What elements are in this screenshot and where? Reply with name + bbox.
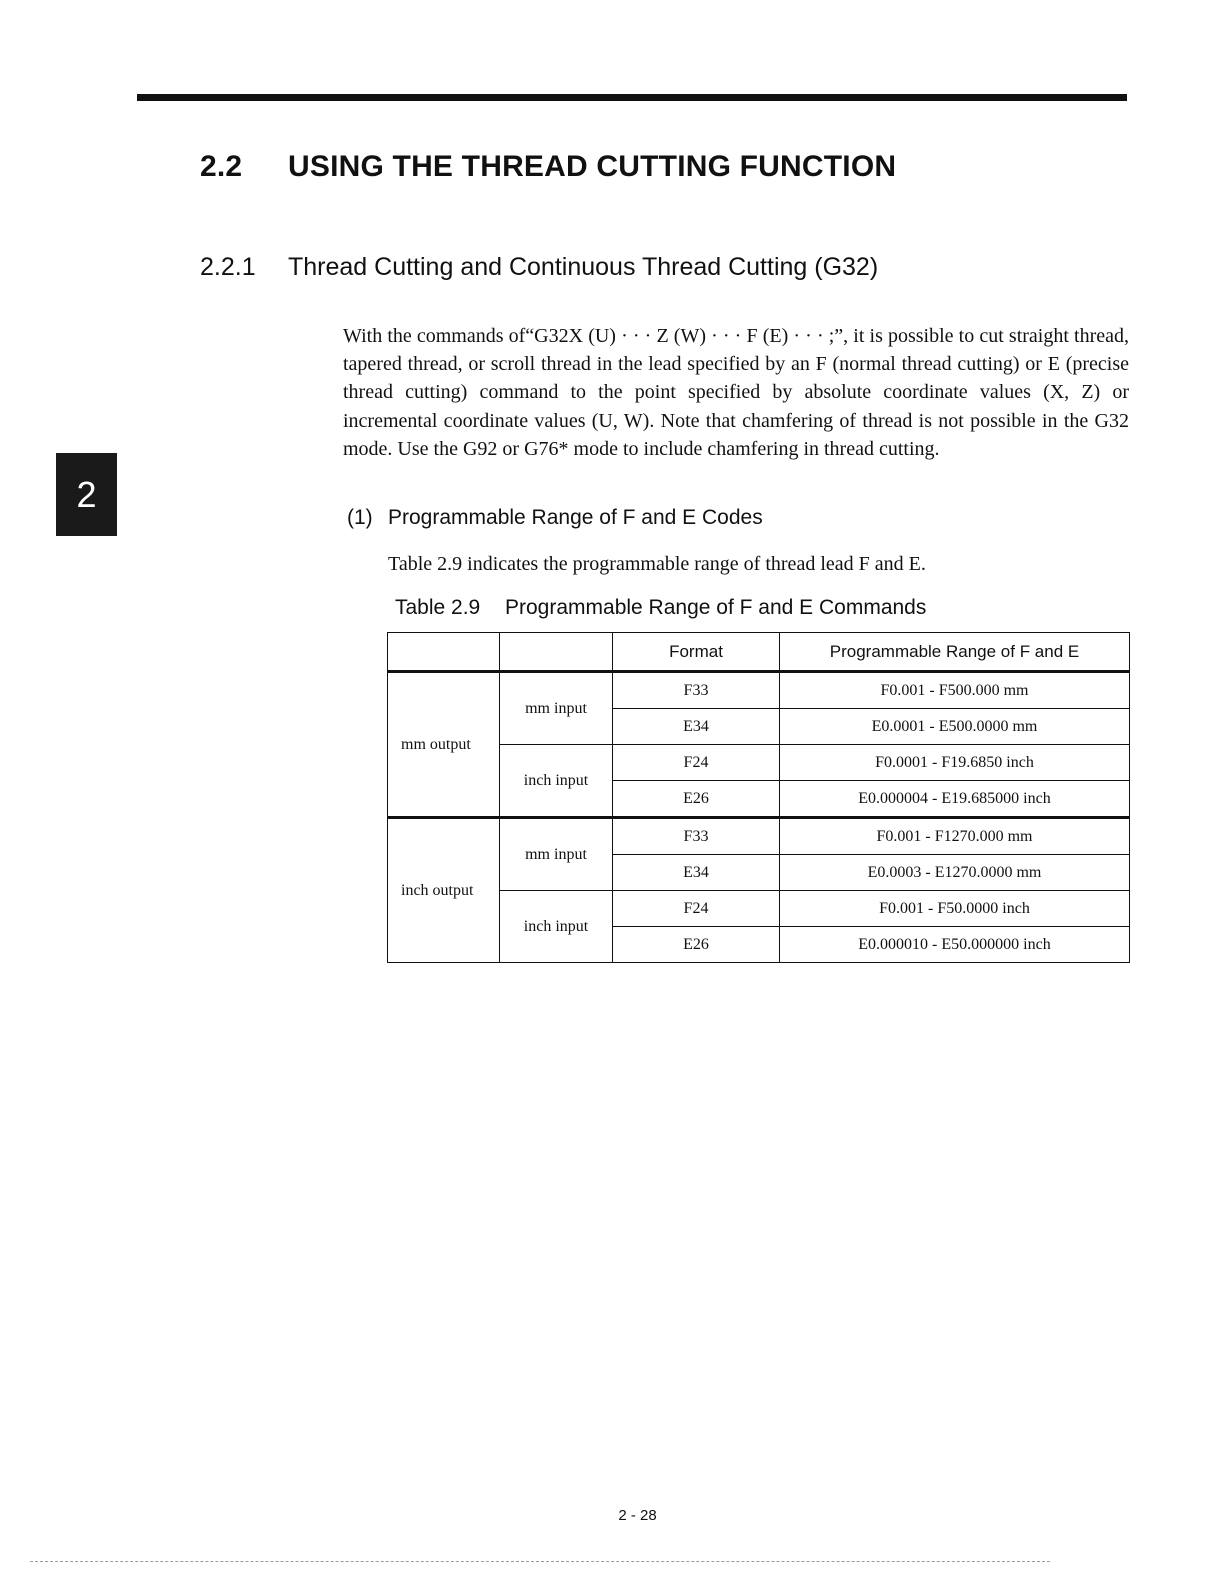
page-number: 2 - 28 bbox=[618, 1507, 657, 1524]
format-cell: E26 bbox=[613, 781, 780, 818]
table-row bbox=[388, 745, 1130, 781]
input-unit-cell: mm input bbox=[500, 818, 613, 891]
input-unit-cell: inch input bbox=[500, 745, 613, 818]
item-number: (1) bbox=[347, 506, 373, 529]
output-unit-cell: mm output bbox=[388, 672, 500, 818]
range-cell: E0.000010 - E50.000000 inch bbox=[780, 927, 1130, 963]
table-caption-number: Table 2.9 bbox=[395, 596, 481, 619]
input-unit-cell: inch input bbox=[500, 891, 613, 963]
range-cell: F0.001 - F50.0000 inch bbox=[780, 891, 1130, 927]
table-intro-text: Table 2.9 indicates the programmable range of thread lead F and E. bbox=[388, 553, 926, 575]
top-rule bbox=[137, 94, 1127, 101]
table-row bbox=[388, 891, 1130, 927]
range-cell: E0.0003 - E1270.0000 mm bbox=[780, 855, 1130, 891]
item-heading bbox=[347, 506, 763, 530]
section-number: 2.2 bbox=[200, 150, 243, 183]
format-cell: F24 bbox=[613, 745, 780, 781]
programmable-range-table bbox=[387, 632, 1130, 963]
format-cell: F33 bbox=[613, 672, 780, 709]
table-header-row bbox=[388, 633, 1130, 672]
header-cell-output bbox=[388, 633, 500, 672]
header-cell-range: Programmable Range of F and E bbox=[780, 633, 1130, 672]
item-title: Programmable Range of F and E Codes bbox=[388, 506, 763, 529]
format-cell: E34 bbox=[613, 709, 780, 745]
range-cell: F0.0001 - F19.6850 inch bbox=[780, 745, 1130, 781]
range-cell: F0.001 - F1270.000 mm bbox=[780, 818, 1130, 855]
input-unit-cell: mm input bbox=[500, 672, 613, 745]
format-cell: E26 bbox=[613, 927, 780, 963]
table-row bbox=[388, 672, 1130, 709]
format-cell: E34 bbox=[613, 855, 780, 891]
format-cell: F24 bbox=[613, 891, 780, 927]
scan-edge-line bbox=[30, 1561, 1050, 1562]
table-caption bbox=[395, 596, 926, 620]
section-heading bbox=[200, 150, 896, 184]
chapter-tab: 2 bbox=[56, 453, 117, 536]
header-cell-format: Format bbox=[613, 633, 780, 672]
range-cell: E0.000004 - E19.685000 inch bbox=[780, 781, 1130, 818]
subsection-title: Thread Cutting and Continuous Thread Cutting (G32) bbox=[288, 253, 879, 281]
body-paragraph: With the commands of“G32X (U) · · · Z (W) · · · F (E) · · · ;”, it is possible to cut straight thread, tapered thread, or scroll thread in the lead specified by an F (normal thread cutting) or E (precise thread cutting) command to the point specified by absolute coordinate values (X, Z) or incremental coordinate values (U, W). Note that chamfering of thread is not possible in the G32 mode. Use the G92 or G76* mode to include chamfering in thread cutting. bbox=[343, 325, 1129, 460]
table-row bbox=[388, 818, 1130, 855]
output-unit-cell: inch output bbox=[388, 818, 500, 963]
section-title: USING THE THREAD CUTTING FUNCTION bbox=[288, 150, 897, 183]
table-caption-title: Programmable Range of F and E Commands bbox=[505, 596, 927, 619]
range-cell: E0.0001 - E500.0000 mm bbox=[780, 709, 1130, 745]
range-cell: F0.001 - F500.000 mm bbox=[780, 672, 1130, 709]
subsection-number: 2.2.1 bbox=[200, 253, 256, 281]
format-cell: F33 bbox=[613, 818, 780, 855]
subsection-heading bbox=[200, 253, 878, 282]
header-cell-input bbox=[500, 633, 613, 672]
